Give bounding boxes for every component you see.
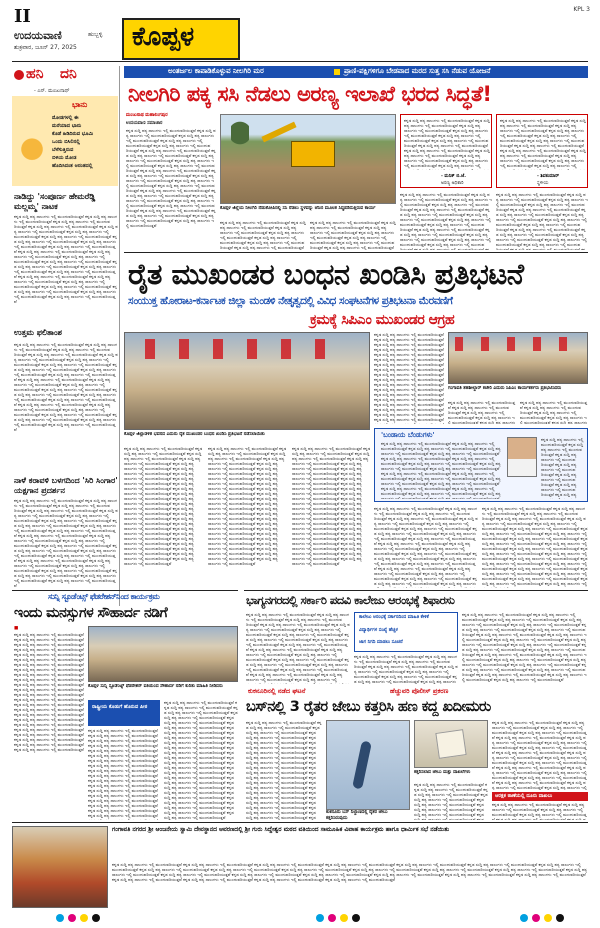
protest-body-col3 (292, 446, 372, 588)
lead-kicker: ಅಂತರ್ಜಲ ಕಾಪಾಡಿಕೊಳ್ಳುವ ನೀಲಗಿರಿ ಮರ (168, 67, 264, 75)
harmony-sidebox (88, 700, 160, 726)
theft-kicker-bar (244, 686, 588, 696)
section-title: ಕೊಪ್ಪಳ (132, 22, 195, 52)
theft-photo-caption: ಕುಕನೂರು ಬಸ್ ನಿಲ್ದಾಣದಲ್ಲಿ ರೈತರ ಜೇಬು ಕತ್ತರಿಸಿರುವುದು (326, 810, 388, 820)
edition-tag: ಹುಬ್ಬಳ್ಳಿ (88, 31, 103, 38)
left-sidebar (12, 66, 120, 606)
red-flags-2 (455, 337, 583, 351)
lead-byline: ಮಂಜುನಾಥ ಮಹಾಲಿಂಗಪುರ (126, 113, 168, 118)
protest-body-col8 (482, 506, 588, 588)
quote2-role: ಸ್ಥಳೀಯ (537, 181, 549, 186)
jcb-arm (261, 122, 296, 143)
protest-body-col7 (374, 506, 478, 588)
columnist-photo (507, 437, 537, 477)
lead-body-col4 (400, 192, 492, 250)
lead-dateline: ಉದಯವಾಣಿ ಸಮಾಚಾರ (126, 121, 163, 126)
harmony-body-col3 (164, 700, 238, 820)
registration-mark (316, 914, 324, 922)
protest-photo-2 (448, 332, 588, 384)
registration-mark (92, 914, 100, 922)
protest-body-col6 (520, 400, 588, 424)
college-body-col3 (462, 612, 588, 684)
jcb-machine (291, 141, 335, 167)
theft-photo-2 (414, 720, 488, 768)
author-line: - ಎನ್. ಮಂಜುನಾಥ್ (34, 88, 70, 94)
theft-body-col2 (414, 782, 488, 820)
protest-photo-caption: ಕೊಪ್ಪಳ ಜಿಲ್ಲಾಡಳಿತ ಭವನದ ಎದುರು ರೈತ ಮುಖಂಡರ ಬಂಧನ ಖಂಡಿಸಿ ಪ್ರತಿಭಟನೆ ನಡೆಸಲಾಯಿತು (124, 432, 265, 437)
lead-kicker-bullet: ಪ್ರಾಣಿ-ಪಕ್ಷಿಗಳಿಗೂ ಬೇಡವಾದ ಮರದ ಸುತ್ತ ಸಸಿ ನೆಡುವ ಯೋಜನೆ (344, 67, 491, 75)
rule-3 (244, 590, 588, 591)
college-story (244, 590, 588, 684)
registration-mark (544, 914, 552, 922)
registration-mark (352, 914, 360, 922)
registration-mark (56, 914, 64, 922)
protest-body-col1 (124, 446, 204, 588)
masthead-rule (12, 61, 588, 62)
theft-kicker-2: ಹೆಚ್ಚುವರಿ ಪೊಲೀಸ್ ಪ್ರಕರಣ (390, 687, 449, 695)
harmony-kicker: ಸುನ್ನಿ ಸ್ಟೂಡೆಂಟ್ಸ್ ಫೆಡರೇಶನ್‌ನಿಂದ ಕಾರ್ಯಕ್ರಮ (48, 592, 160, 601)
lead-body-col3 (310, 220, 396, 250)
rule-4 (12, 822, 588, 823)
lead-story (124, 66, 588, 252)
lead-kicker-bar (124, 66, 588, 78)
registration-mark (340, 914, 348, 922)
protest-body-col4 (374, 332, 444, 424)
quote1-role: ಅರಣ್ಯ ಅಧಿಕಾರಿ (441, 181, 464, 186)
college-body-col2 (354, 654, 458, 684)
protest-subhead-1: ಸಂಯುಕ್ತ ಹೋರಾಟ-ಕರ್ನಾಟಕ ಜಿಲ್ಲಾ ಮಂಡಳಿ ನೇತೃತ್ವದಲ್ಲಿ ವಿವಿಧ ಸಂಘಟನೆಗಳ ಪ್ರತಿಭಟನಾ ಮೆರವಣಿಗೆ (128, 295, 453, 307)
theft-kicker: ಕುಕನೂರಿನಲ್ಲಿ ನಡೆದ ಘಟನೆ (248, 687, 306, 695)
column-title: 'ಬಂಡಾಯ ಬೆಂಡುಗಳು' (381, 431, 435, 439)
story3-body (14, 498, 118, 602)
story2-title: ಉತ್ತಮ ಫಲಿತಾಂಶ (14, 328, 62, 337)
protest-headline: ರೈತ ಮುಖಂಡರ ಬಂಧನ ಖಂಡಿಸಿ ಪ್ರತಿಭಟನೆ (128, 257, 524, 291)
theft-photo2-caption: ಕತ್ತರಿಸಲಾದ ಜೇಬು ಮತ್ತು ದಾಖಲೆಗಳು (414, 770, 471, 775)
column-text-2 (541, 437, 585, 499)
poem-lines (52, 114, 116, 170)
harmony-headline: ಇಂದು ಮನಸ್ಸುಗಳ ಸೌಹಾರ್ದ ನಡಿಗೆ (14, 605, 168, 621)
poem-title: ಭಾನು (72, 100, 88, 109)
rule-1 (124, 252, 588, 253)
harmony-byline: ■ (14, 626, 19, 631)
theft-box-body (492, 802, 588, 820)
page-code-right: KPL 3 (573, 6, 590, 13)
quote1-text (404, 118, 490, 170)
lead-kicker-bullet-icon (334, 69, 340, 75)
protest-photo2-caption: ಗಂಗಾವತಿ ತಹಶೀಲ್ದಾರ್ ಕಚೇರಿ ಎದುರು ಸಿಪಿಎಂ ಕಾರ್ಯಕರ್ತರು ಪ್ರತಿಭಟಿಸಿದರು (448, 386, 562, 391)
lead-quote2 (496, 114, 588, 188)
theft-body-col1 (246, 720, 322, 820)
registration-mark (328, 914, 336, 922)
poem-line: ಬಿಳಿಯ ಮೋಡ (52, 155, 77, 161)
logo-hani: ಹನಿ (26, 66, 44, 82)
paper-name: ಉದಯವಾಣಿ (14, 29, 62, 42)
lead-body-col1 (126, 128, 216, 250)
masthead (0, 0, 600, 62)
red-flags (145, 339, 345, 359)
harmony-body-col2 (88, 728, 160, 820)
story2-body (14, 342, 118, 470)
college-bullet-1: ಕಾಲೇಜು ಆರಂಭಕ್ಕೆ ಸರ್ಕಾರದಿಂದ ಮಾಹಿತಿ ಕೇಳಿಕೆ (359, 615, 429, 620)
quote2-text (500, 118, 586, 170)
date-line: ಶುಕ್ರವಾರ, ಜೂನ್ 27, 2025 (14, 44, 77, 51)
bottom-photo (12, 826, 108, 908)
quote2-author: - ಶಿವಕುಮಾರ್ (537, 174, 559, 179)
college-bullet-2: ವಿದ್ಯಾರ್ಥಿಗಳ ಸಂಖ್ಯೆ ಹೆಚ್ಚಳ (359, 628, 398, 633)
lead-photo-caption: ಕೊಪ್ಪಳ ಜಿಲ್ಲೆಯ ನೀಲಗಿರಿ ನೆಡುತೋಪಿನಲ್ಲಿ ಸಸಿ ನೆಡಲು ಸ್ಥಳವನ್ನು ಜೆಸಿಬಿ ಮೂಲಕ ಸಿದ್ಧಪಡಿಸುತ್ತಿರುವ ಕಾರ್ಯ (220, 206, 376, 211)
story3-title: ನಾಳೆ ಕರಾವಳಿ ಬಳಗದಿಂದ 'ಸಿರಿ ಸಿಂಗಾರ' ಯಕ್ಷಗಾನ ಪ್ರದರ್ಶನ (14, 476, 118, 495)
poem-line: ಮೋಡಗಳಲ್ಲಿ ಈ (52, 115, 79, 121)
registration-mark (80, 914, 88, 922)
page-number-left: II (14, 6, 31, 27)
theft-box-header (492, 792, 588, 801)
harmony-story (12, 590, 238, 820)
poem-line: ಹೊದಿಸಿದಂತ ಅನಂತದಲ್ಲಿ (52, 163, 93, 169)
harmony-photo (88, 626, 238, 682)
poem-illustration (16, 136, 48, 180)
bottom-caption: ಗಂಗಾವತಿ ನಗರದ ಶ್ರೀ ಆಂಜನೇಯ ಸ್ವಾಮಿ ದೇವಸ್ಥಾನದ ಆವರಣದಲ್ಲಿ ಶ್ರೀ ಗುರು ಸಿದ್ದೇಶ್ವರ ಮಠದ ವತಿಯಿಂದ ಸಾಮೂಹಿಕ ವಿವಾಹ ಕಾರ್ಯಕ್ರಮ ಹಾಗೂ ಧಾರ್ಮಿಕ ಸಭೆ ನಡೆಯಿತು (112, 826, 450, 833)
protest-subhead-2: ಕ್ರಮಕ್ಕೆ ಸಿಪಿಎಂ ಮುಖಂಡರ ಆಗ್ರಹ (310, 312, 455, 328)
theft-body-col3 (492, 720, 588, 790)
cut-pocket (352, 740, 372, 789)
poem-box (12, 96, 118, 186)
poem-line: ಮರೆಯಾದ ಭಾನು (52, 123, 82, 129)
column-text (381, 441, 501, 499)
hanidani-logo (14, 66, 118, 86)
protest-story (124, 254, 588, 588)
protest-photo (124, 332, 370, 430)
theft-headline: ಬಸ್‌ನಲ್ಲಿ 3 ರೈತರ ಜೇಬು ಕತ್ತರಿಸಿ ಹಣ ಕದ್ದ ಖದೀಮರು (246, 699, 491, 715)
lead-photo (220, 114, 396, 204)
bottom-body (112, 862, 588, 908)
tree (231, 119, 249, 159)
lead-body-col5 (496, 192, 588, 250)
registration-mark (68, 914, 76, 922)
logo-icon (14, 70, 24, 80)
college-body-col1 (246, 612, 350, 684)
poem-line: ಬೆಳೆಸುತ್ತಿರುವ (52, 147, 74, 153)
lead-body-col2 (220, 220, 306, 250)
registration-mark (532, 914, 540, 922)
column-box (374, 428, 588, 502)
protest-body-col5 (448, 400, 516, 424)
college-headline: ಭಾಗ್ಯನಗರದಲ್ಲಿ ಸರ್ಕಾರಿ ಪದವಿ ಕಾಲೇಜು ಆರಂಭಕ್ಕೆ ಶಿಫಾರಸು (246, 593, 455, 607)
theft-story (244, 686, 588, 820)
lead-quote1 (400, 114, 492, 188)
logo-dani: ದನಿ (60, 66, 77, 82)
college-bullets (354, 612, 458, 652)
story1-body (14, 214, 118, 322)
section-title-box (122, 18, 240, 60)
story1-title: ನಾಡಿದ್ದು 'ಸಂಪೂರ್ಣ ಹೇಮರೆಡ್ಡಿ ಮಲ್ಲಮ್ಮ' ನಾಟಕ (14, 192, 96, 211)
print-marks (0, 912, 600, 928)
registration-mark (556, 914, 564, 922)
rule-2 (12, 590, 238, 591)
bottom-section (12, 822, 588, 910)
quote1-author: - ಮನಿಕ್ ಬಿ.ಜೆ. (441, 174, 466, 179)
documents (435, 729, 466, 759)
harmony-body-col1 (14, 632, 84, 820)
poem-line: ಒಂದು ಬಿಸಿಲಿನಲ್ಲಿ (52, 139, 80, 145)
harmony-photo-caption: ಕೊಪ್ಪಳ ಸುನ್ನಿ ಸ್ಟೂಡೆಂಟ್ಸ್ ಫೆಡರೇಶನ್ ವತಿಯಿಂದ ಸೌಹಾರ್ದ ನಡಿಗೆ ಕುರಿತು ಮಾಹಿತಿ ನೀಡಿದರು (88, 684, 223, 689)
harmony-sidebox-title: ರಾಷ್ಟ್ರೀಯ ಕೊಡುಗೆ ಹೊರುವ ಪೀಠ (92, 704, 148, 710)
registration-mark (520, 914, 528, 922)
protest-body-col2 (208, 446, 288, 588)
theft-photo (326, 720, 410, 810)
poem-line: ಕೊಡೆ ಹಿಡಿದಿರುವ ಭೂಮಿ (52, 131, 94, 137)
college-bullet-3: ಜಾಗ ನಿಗದಿ ಮಾಡಲು ಸೂಚನೆ (359, 640, 403, 645)
theft-box-title: ಆರಕ್ಷಕ ಠಾಣೆಯಲ್ಲಿ ದೂರು ದಾಖಲು (495, 793, 553, 799)
lead-headline: ನೀಲಗಿರಿ ಪಕ್ಕ ಸಸಿ ನೆಡಲು ಅರಣ್ಯ ಇಲಾಖೆ ಭರದ ಸಿದ್ಧತೆ! (128, 82, 492, 106)
